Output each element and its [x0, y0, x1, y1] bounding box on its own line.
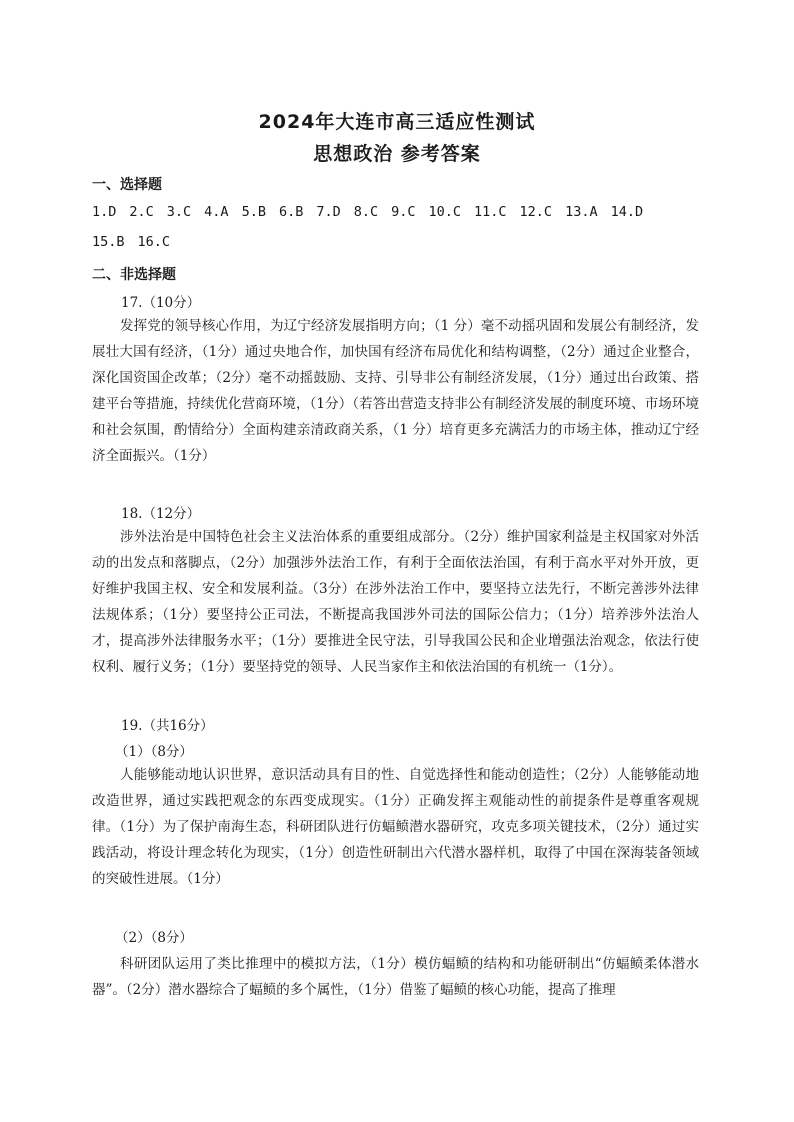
choice-answers-row-1: [92, 204, 712, 220]
q19-part2-answer-text: 科研团队运用了类比推理中的模拟方法，（1分）模仿蝠鲼的结构和功能研制出“仿蝠鲼柔体潜水器”。（2分）潜水器综合了蝠鲼的多个属性，（1分）借鉴了蝠鲼的核心功能，提高了推理: [92, 956, 699, 998]
choice-answer: 3.C: [166, 204, 192, 220]
choice-answer: 1.D: [92, 204, 117, 220]
choice-answer: 13.A: [565, 204, 598, 220]
q17-header: 17.（10分）: [121, 295, 201, 311]
choice-answer: 4.A: [204, 204, 229, 220]
document-title: 2024年大连市高三适应性测试: [258, 111, 536, 133]
q17-answer-text: 发挥党的领导核心作用，为辽宁经济发展指明方向；（1 分）毫不动摇巩固和发展公有制经济，发展壮大国有经济，（1分）通过央地合作，加快国有经济布局优化和结构调整，（2分）通过企业整合，深化国资国企改革；（2分）毫不动摇鼓励、支持、引导非公有制经济发展，（1分）通过出台政策、搭建平台等措施，持续优化营商环境，（1分）（若答出营造支持非公有制经济发展的制度环境、市场环境和社会氛围，酌情给分）全面构建亲清政商关系，（1 分）培育更多充满活力的市场主体，推动辽宁经济全面振兴。（1分）: [92, 318, 699, 464]
q18-answer-text: 涉外法治是中国特色社会主义法治体系的重要组成部分。（2分）维护国家利益是主权国家对外活动的出发点和落脚点，（2分）加强涉外法治工作，有利于全面依法治国，有利于高水平对外开放，更好维护我国主权、安全和发展利益。（3分）在涉外法治工作中，要坚持立法先行，不断完善涉外法律法规体系；（1分）要坚持公正司法，不断提高我国涉外司法的国际公信力；（1分）培养涉外法治人才，提高涉外法律服务水平；（1分）要推进全民守法，引导我国公民和企业增强法治观念，依法行使权利、履行义务；（1分）要坚持党的领导、人民当家作主和依法治国的有机统一（1分）。: [92, 529, 699, 675]
document-subtitle: 思想政治 参考答案: [313, 143, 481, 165]
q18-header: 18.（12分）: [121, 506, 201, 522]
choice-answer: 15.B: [92, 234, 125, 250]
choice-answer: 8.C: [353, 204, 379, 220]
choice-answer: 10.C: [428, 204, 462, 220]
section-heading-multiple-choice: 一、选择题: [92, 177, 162, 193]
section-heading-non-choice: 二、非选择题: [92, 267, 176, 283]
q19-part1-header: （1）（8分）: [115, 744, 193, 760]
q19-part1-answer-text: 人能够能动地认识世界，意识活动具有目的性、自觉选择性和能动创造性；（2分）人能够能动地改造世界，通过实践把观念的东西变成现实。（1分）正确发挥主观能动性的前提条件是尊重客观规律。（1分）为了保护南海生态，科研团队进行仿蝠鲼潜水器研究，攻克多项关键技术，（2分）通过实践活动，将设计理念转化为现实，（1分）创造性研制出六代潜水器样机，取得了中国在深海装备领域的突破性进展。（1分）: [92, 767, 699, 887]
choice-answer: 2.C: [129, 204, 154, 220]
choice-answer: 12.C: [519, 204, 553, 220]
choice-answer: 7.D: [316, 204, 341, 220]
choice-answer: 11.C: [474, 204, 507, 220]
q19-header: 19.（共16分）: [121, 718, 214, 734]
choice-answer: 14.D: [610, 204, 644, 220]
q19-part2-header: （2）（8分）: [115, 930, 193, 946]
choice-answer: 5.B: [241, 204, 266, 220]
choice-answers-row-2: [92, 234, 712, 250]
choice-answer: 16.C: [137, 234, 171, 250]
choice-answer: 6.B: [278, 204, 304, 220]
choice-answer: 9.C: [391, 204, 416, 220]
